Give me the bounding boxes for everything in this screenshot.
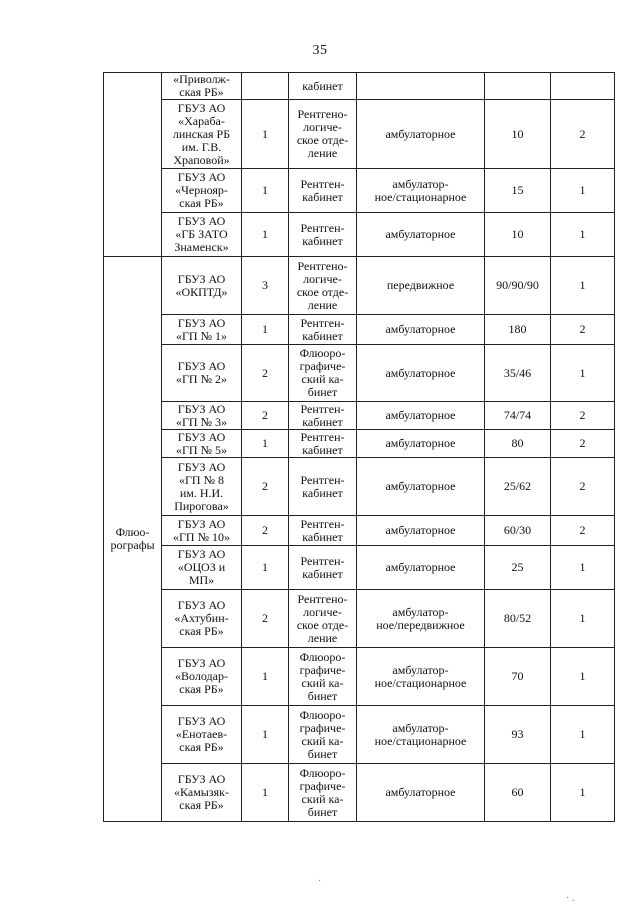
load-cell: 80	[485, 430, 551, 458]
unit-cell: Рентген- кабинет	[289, 430, 357, 458]
organization-cell: ГБУЗ АО «ГП № 3»	[162, 402, 242, 430]
organization-cell: ГБУЗ АО «ГП № 8 им. Н.И. Пирогова»	[162, 458, 242, 516]
count-cell: 1	[242, 648, 289, 706]
load-cell: 80/52	[485, 590, 551, 648]
mode-cell: передвижное	[357, 257, 485, 315]
unit-cell: Рентген- кабинет	[289, 315, 357, 345]
unit-cell: Флюоро- графиче- ский ка- бинет	[289, 706, 357, 764]
table-row	[104, 345, 615, 402]
mode-cell: амбулаторное	[357, 402, 485, 430]
category-cell	[104, 73, 162, 257]
load-cell: 74/74	[485, 402, 551, 430]
condition-cell: 1	[551, 764, 615, 822]
mode-cell: амбулатор- ное/стационарное	[357, 648, 485, 706]
table-row	[104, 764, 615, 822]
table-row	[104, 169, 615, 213]
mode-cell: амбулаторное	[357, 516, 485, 546]
mode-cell: амбулатор- ное/стационарное	[357, 169, 485, 213]
condition-cell: 1	[551, 169, 615, 213]
organization-cell: ГБУЗ АО «ГП № 5»	[162, 430, 242, 458]
organization-cell: ГБУЗ АО «ГП № 10»	[162, 516, 242, 546]
load-cell: 10	[485, 100, 551, 169]
unit-cell: Флюоро- графиче- ский ка- бинет	[289, 764, 357, 822]
condition-cell: 1	[551, 257, 615, 315]
condition-cell: 2	[551, 100, 615, 169]
mode-cell: амбулаторное	[357, 100, 485, 169]
scan-speck: ·	[318, 876, 322, 887]
unit-cell: Рентген- кабинет	[289, 458, 357, 516]
table-row	[104, 402, 615, 430]
organization-cell: ГБУЗ АО «ГБ ЗАТО Знаменск»	[162, 213, 242, 257]
mode-cell: амбулаторное	[357, 213, 485, 257]
organization-cell: ГБУЗ АО «Хараба- линская РБ им. Г.В. Храповой»	[162, 100, 242, 169]
count-cell: 2	[242, 590, 289, 648]
unit-cell: Флюоро- графиче- ский ка- бинет	[289, 345, 357, 402]
table-row	[104, 516, 615, 546]
unit-cell: кабинет	[289, 73, 357, 100]
mode-cell: амбулаторное	[357, 430, 485, 458]
load-cell	[485, 73, 551, 100]
mode-cell: амбулаторное	[357, 764, 485, 822]
category-cell: Флюо- рографы	[104, 257, 162, 822]
organization-cell: ГБУЗ АО «Ахтубин- ская РБ»	[162, 590, 242, 648]
condition-cell: 2	[551, 458, 615, 516]
organization-cell: ГБУЗ АО «ОЦОЗ и МП»	[162, 546, 242, 590]
condition-cell: 1	[551, 648, 615, 706]
unit-cell: Рентген- кабинет	[289, 402, 357, 430]
organization-cell: ГБУЗ АО «Володар- ская РБ»	[162, 648, 242, 706]
unit-cell: Рентген- кабинет	[289, 516, 357, 546]
unit-cell: Флюоро- графиче- ский ка- бинет	[289, 648, 357, 706]
condition-cell: 1	[551, 546, 615, 590]
load-cell: 25	[485, 546, 551, 590]
organization-cell: ГБУЗ АО «Чернояр- ская РБ»	[162, 169, 242, 213]
table-row	[104, 648, 615, 706]
table-body	[104, 73, 615, 822]
load-cell: 15	[485, 169, 551, 213]
count-cell: 1	[242, 764, 289, 822]
condition-cell: 2	[551, 516, 615, 546]
mode-cell: амбулатор- ное/стационарное	[357, 706, 485, 764]
count-cell: 1	[242, 100, 289, 169]
equipment-table	[103, 72, 615, 822]
condition-cell: 2	[551, 315, 615, 345]
unit-cell: Рентгено- логиче- ское отде- ление	[289, 590, 357, 648]
load-cell: 180	[485, 315, 551, 345]
table-row	[104, 706, 615, 764]
load-cell: 10	[485, 213, 551, 257]
condition-cell: 1	[551, 590, 615, 648]
organization-cell: «Приволж- ская РБ»	[162, 73, 242, 100]
table-row	[104, 546, 615, 590]
count-cell: 1	[242, 706, 289, 764]
organization-cell: ГБУЗ АО «ГП № 1»	[162, 315, 242, 345]
mode-cell: амбулаторное	[357, 546, 485, 590]
mode-cell: амбулаторное	[357, 458, 485, 516]
load-cell: 90/90/90	[485, 257, 551, 315]
count-cell: 1	[242, 169, 289, 213]
organization-cell: ГБУЗ АО «Камызяк- ская РБ»	[162, 764, 242, 822]
organization-cell: ГБУЗ АО «ОКПТД»	[162, 257, 242, 315]
organization-cell: ГБУЗ АО «ГП № 2»	[162, 345, 242, 402]
page-number: 35	[312, 43, 328, 58]
table-row	[104, 458, 615, 516]
table-row	[104, 315, 615, 345]
table-row	[104, 257, 615, 315]
condition-cell: 1	[551, 706, 615, 764]
count-cell: 3	[242, 257, 289, 315]
count-cell: 2	[242, 458, 289, 516]
count-cell: 1	[242, 213, 289, 257]
count-cell: 2	[242, 516, 289, 546]
unit-cell: Рентгено- логиче- ское отде- ление	[289, 100, 357, 169]
count-cell: 2	[242, 345, 289, 402]
load-cell: 60	[485, 764, 551, 822]
table-row	[104, 73, 615, 100]
unit-cell: Рентгено- логиче- ское отде- ление	[289, 257, 357, 315]
count-cell: 1	[242, 315, 289, 345]
table-row	[104, 100, 615, 169]
condition-cell: 1	[551, 345, 615, 402]
count-cell	[242, 73, 289, 100]
load-cell: 25/62	[485, 458, 551, 516]
mode-cell	[357, 73, 485, 100]
unit-cell: Рентген- кабинет	[289, 169, 357, 213]
unit-cell: Рентген- кабинет	[289, 546, 357, 590]
mode-cell: амбулаторное	[357, 345, 485, 402]
condition-cell: 2	[551, 402, 615, 430]
count-cell: 2	[242, 402, 289, 430]
organization-cell: ГБУЗ АО «Енотаев- ская РБ»	[162, 706, 242, 764]
table-row	[104, 213, 615, 257]
scan-speck: · .	[566, 893, 575, 904]
load-cell: 60/30	[485, 516, 551, 546]
count-cell: 1	[242, 546, 289, 590]
mode-cell: амбулатор- ное/передвижное	[357, 590, 485, 648]
count-cell: 1	[242, 430, 289, 458]
table-row	[104, 590, 615, 648]
condition-cell: 1	[551, 213, 615, 257]
condition-cell	[551, 73, 615, 100]
condition-cell: 2	[551, 430, 615, 458]
load-cell: 93	[485, 706, 551, 764]
mode-cell: амбулаторное	[357, 315, 485, 345]
load-cell: 35/46	[485, 345, 551, 402]
unit-cell: Рентген- кабинет	[289, 213, 357, 257]
table-row	[104, 430, 615, 458]
load-cell: 70	[485, 648, 551, 706]
